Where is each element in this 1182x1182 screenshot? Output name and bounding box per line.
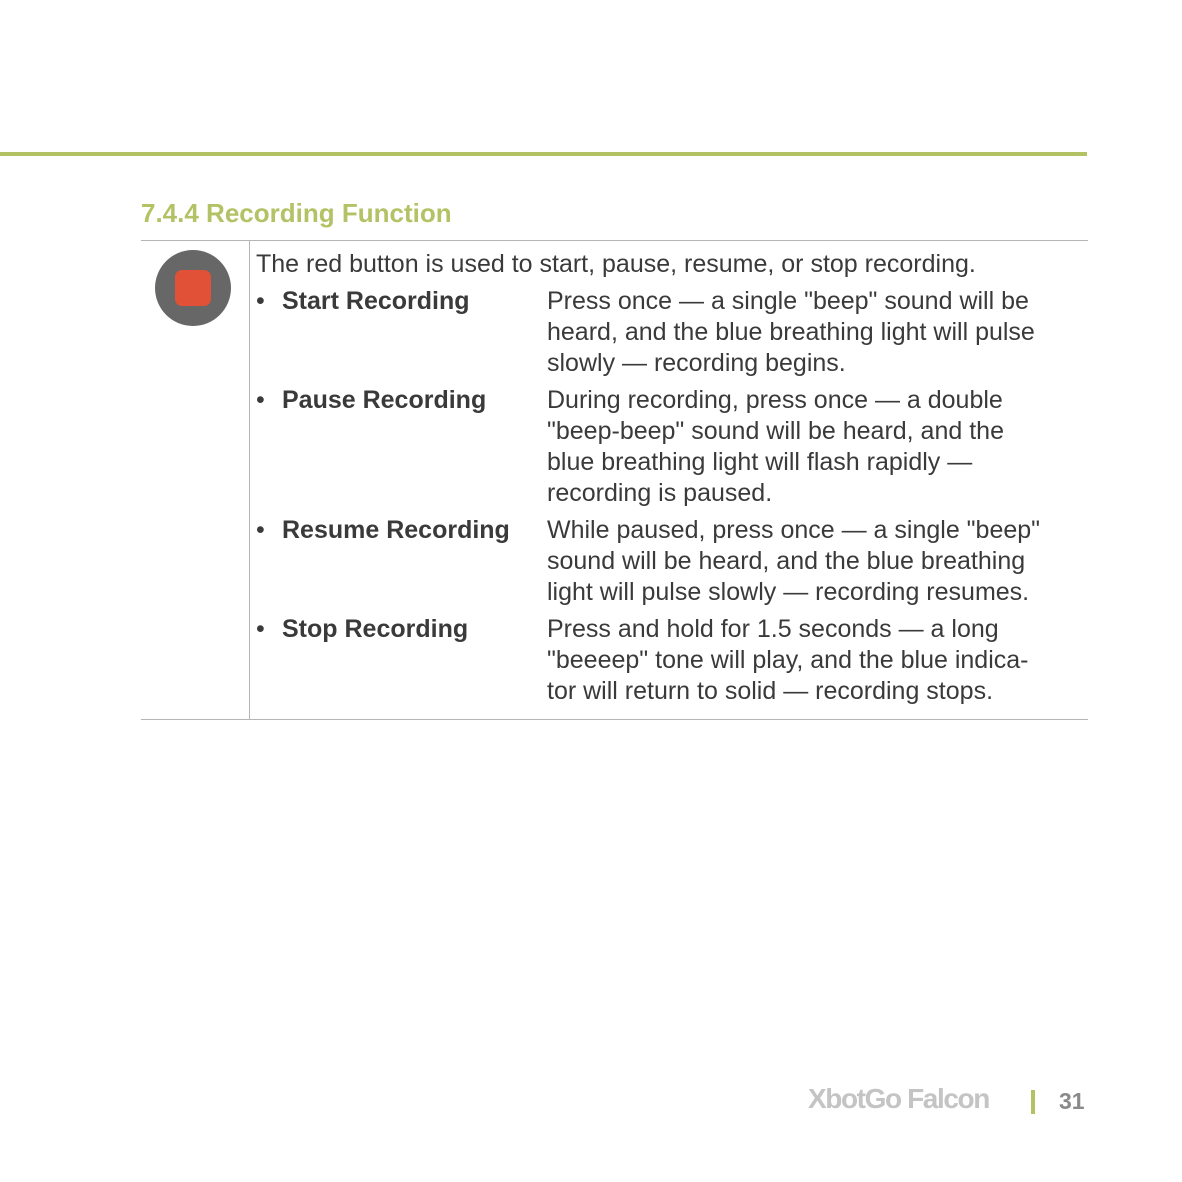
item-term: Pause Recording bbox=[282, 386, 487, 414]
item-term: Start Recording bbox=[282, 287, 470, 315]
description-line: "beep-beep" sound will be heard, and the bbox=[547, 417, 1004, 445]
item-description bbox=[547, 286, 1086, 379]
description-line: sound will be heard, and the blue breathing bbox=[547, 547, 1026, 575]
item-description bbox=[547, 614, 1086, 707]
recording-function-table bbox=[141, 240, 1088, 720]
description-line: slowly — recording begins. bbox=[547, 349, 846, 377]
description-line: blue breathing light will flash rapidly — bbox=[547, 448, 973, 476]
description-line: While paused, press once — a single "beep" bbox=[547, 516, 1041, 544]
item-term: Stop Recording bbox=[282, 615, 469, 643]
record-button-icon bbox=[155, 250, 231, 326]
section-title: 7.4.4 Recording Function bbox=[141, 198, 452, 228]
description-line: recording is paused. bbox=[547, 479, 773, 507]
description-line: tor will return to solid — recording stops. bbox=[547, 677, 994, 705]
page-number: 31 bbox=[1059, 1088, 1085, 1114]
description-line: During recording, press once — a double bbox=[547, 386, 1003, 414]
list-item-start-recording bbox=[256, 286, 1086, 379]
bullet: • bbox=[256, 386, 265, 414]
description-line: Press once — a single "beep" sound will be bbox=[547, 287, 1029, 315]
bullet: • bbox=[256, 516, 265, 544]
item-term: Resume Recording bbox=[282, 516, 510, 544]
brand-logo-text: XbotGo Falcon bbox=[808, 1083, 989, 1114]
footer-separator bbox=[1031, 1090, 1035, 1114]
description-line: light will pulse slowly — recording resumes. bbox=[547, 578, 1030, 606]
bullet: • bbox=[256, 615, 265, 643]
intro-text: The red button is used to start, pause, resume, or stop recording. bbox=[256, 250, 976, 278]
description-cell bbox=[256, 249, 1086, 713]
list-item-resume-recording bbox=[256, 515, 1086, 608]
list-item-pause-recording bbox=[256, 385, 1086, 509]
item-description bbox=[547, 385, 1086, 509]
list-item-stop-recording bbox=[256, 614, 1086, 707]
description-line: heard, and the blue breathing light will pulse bbox=[547, 318, 1035, 346]
header-rule bbox=[0, 152, 1087, 156]
bullet: • bbox=[256, 287, 265, 315]
icon-cell bbox=[141, 241, 250, 719]
description-line: "beeeep" tone will play, and the blue indica- bbox=[547, 646, 1029, 674]
red-stop-square-icon bbox=[175, 270, 211, 306]
description-line: Press and hold for 1.5 seconds — a long bbox=[547, 615, 999, 643]
item-description bbox=[547, 515, 1086, 608]
